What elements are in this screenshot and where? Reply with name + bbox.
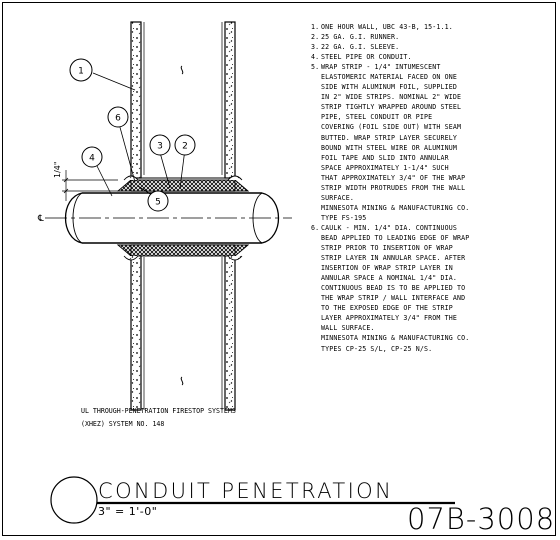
note-line: STEEL PIPE OR CONDUIT. [321, 53, 412, 62]
note-line: BOUND WITH STEEL WIRE OR ALUMINUM [321, 143, 457, 152]
note-1 [311, 22, 546, 32]
note-number: 6. [311, 223, 320, 232]
detail-scale: 3" = 1'-0" [98, 505, 158, 518]
note-3 [311, 42, 546, 52]
note-line: STRIP WIDTH PROTRUDES FROM THE WALL [321, 183, 466, 192]
note-line: THE WRAP STRIP / WALL INTERFACE AND [321, 294, 466, 303]
note-line: 25 GA. G.I. RUNNER. [321, 33, 400, 42]
ul-system-line-1: UL THROUGH-PENETRATION FIRESTOP SYSTEMS [81, 407, 236, 415]
callout-3 [150, 135, 170, 155]
note-number: 1. [311, 23, 320, 31]
note-line: SPACE APPROXIMATELY 1-1/4" SUCH [321, 163, 449, 172]
note-text [321, 32, 546, 42]
note-2 [311, 32, 546, 42]
callout-5 [148, 191, 168, 211]
callout-1 [70, 59, 92, 81]
note-text [321, 62, 546, 223]
note-line: WRAP STRIP - 1/4" INTUMESCENT [321, 63, 441, 72]
sheet-number: 07B-3008 [407, 502, 556, 536]
dimension-quarter-inch [53, 161, 118, 201]
note-number: 3. [311, 43, 320, 52]
note-line: STRIP PRIOR TO INSERTION OF WRAP [321, 244, 453, 253]
note-line: COVERING (FOIL SIDE OUT) WITH SEAM [321, 123, 462, 132]
note-line: BUTTED. WRAP STRIP LAYER SECURELY [321, 133, 457, 142]
note-6 [311, 223, 546, 354]
callout-4 [82, 147, 102, 167]
detail-title: CONDUIT PENETRATION [98, 479, 394, 503]
note-line: STRIP LAYER IN ANNULAR SPACE. AFTER [321, 254, 466, 263]
note-line: 22 GA. G.I. SLEEVE. [321, 43, 400, 52]
svg-text:6: 6 [115, 113, 121, 124]
callout-2 [175, 135, 195, 155]
note-line: TYPES CP-25 S/L, CP-25 N/S. [321, 344, 433, 353]
svg-text:1: 1 [78, 66, 84, 77]
centerline [37, 214, 292, 224]
note-number: 5. [311, 63, 320, 72]
note-line: SIDE WITH ALUMINUM FOIL, SUPPLIED [321, 83, 457, 92]
note-line: ONE HOUR WALL, UBC 43-B, 15-1.1. [321, 23, 453, 31]
note-line: CAULK - MIN. 1/4" DIA. CONTINUOUS [321, 223, 457, 232]
svg-text:2: 2 [182, 141, 188, 152]
note-line: ELASTOMERIC MATERIAL FACED ON ONE [321, 73, 457, 82]
note-line: MINNESOTA MINING & MANUFACTURING CO. [321, 334, 470, 343]
note-line: ANNULAR SPACE A NOMINAL 1/4" DIA. [321, 274, 457, 283]
note-line: SURFACE. [321, 193, 354, 202]
ul-system-line-2: (XHEZ) SYSTEM NO. 148 [81, 420, 165, 428]
note-text [321, 52, 546, 62]
note-line: IN 2" WIDE STRIPS. NOMINAL 2" WIDE [321, 93, 462, 102]
note-line: CONTINUOUS BEAD IS TO BE APPLIED TO [321, 284, 466, 293]
note-line: BEAD APPLIED TO LEADING EDGE OF WRAP [321, 233, 470, 242]
note-line: PIPE, STEEL CONDUIT OR PIPE [321, 113, 433, 122]
svg-text:4: 4 [89, 153, 95, 164]
ul-system-reference [81, 405, 236, 431]
note-4 [311, 52, 546, 62]
centerline-symbol: ℄ [38, 214, 44, 224]
note-number: 2. [311, 33, 320, 42]
note-line: FOIL TAPE AND SLID INTO ANNULAR [321, 153, 449, 162]
note-line: TYPE FS-195 [321, 213, 367, 222]
note-text [321, 22, 546, 32]
note-line: MINNESOTA MINING & MANUFACTURING CO. [321, 203, 470, 212]
note-line: INSERTION OF WRAP STRIP LAYER IN [321, 264, 453, 273]
note-line: TO THE EXPOSED EDGE OF THE STRIP [321, 304, 453, 313]
note-5 [311, 62, 546, 223]
note-line: STRIP TIGHTLY WRAPPED AROUND STEEL [321, 103, 462, 112]
callout-6 [108, 107, 128, 127]
dimension-label: 1/4" [53, 161, 62, 178]
svg-text:5: 5 [155, 197, 161, 208]
note-text [321, 42, 546, 52]
note-line: LAYER APPROXIMATELY 3/4" FROM THE [321, 314, 457, 323]
wall-lower [131, 254, 235, 410]
note-line: THAT APPROXIMATELY 3/4" OF THE WRAP [321, 173, 466, 182]
note-text [321, 223, 546, 354]
svg-text:3: 3 [157, 141, 163, 152]
note-number: 4. [311, 53, 320, 62]
note-line: WALL SURFACE. [321, 324, 375, 333]
general-notes [311, 22, 546, 354]
